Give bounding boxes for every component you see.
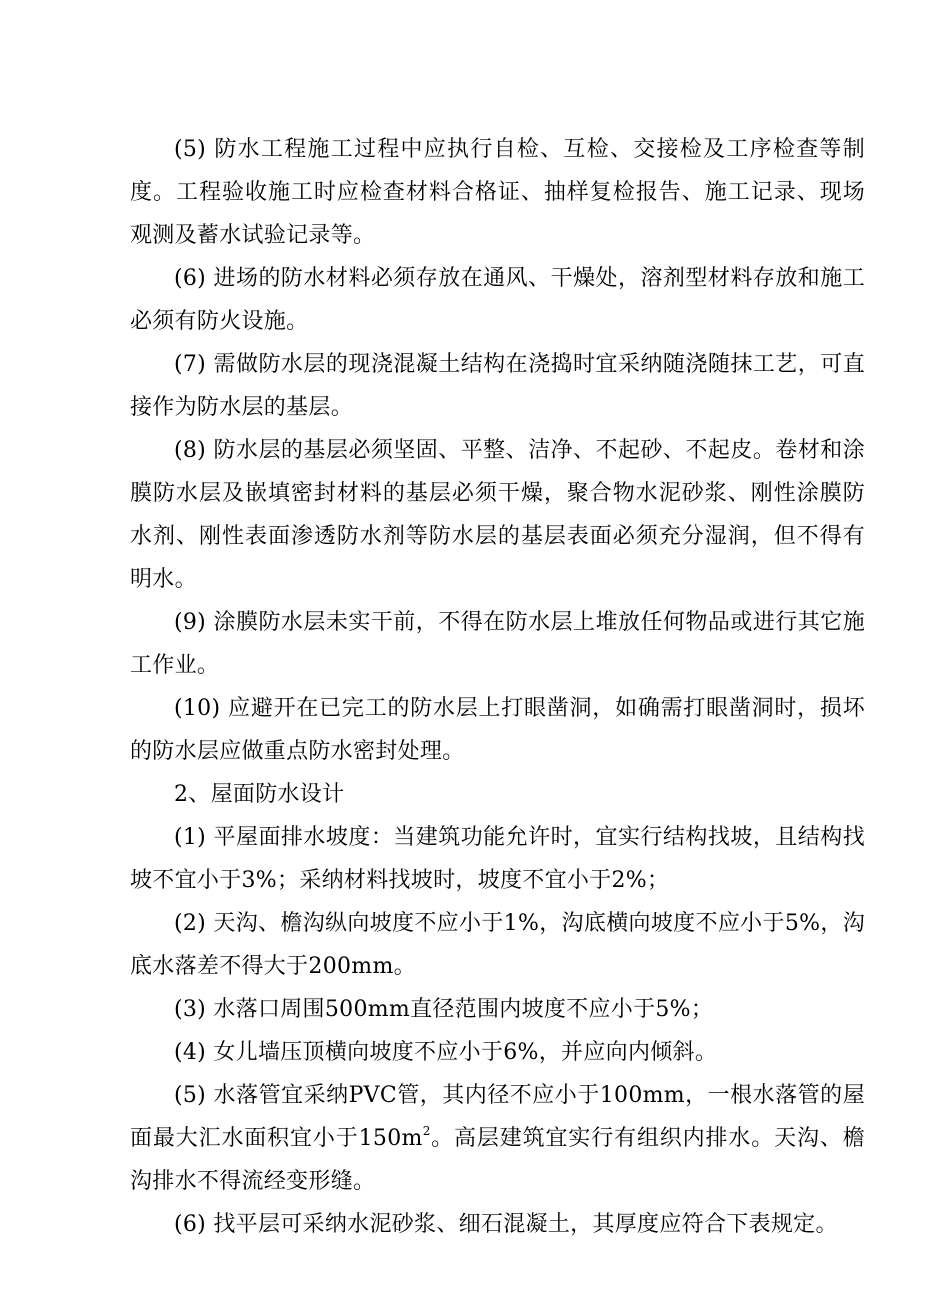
paragraph-drain-outlet: (3) 水落口周围500mm直径范围内坡度不应小于5%； bbox=[174, 997, 714, 1022]
superscript-2: 2 bbox=[422, 1123, 431, 1138]
document-body bbox=[130, 128, 865, 1246]
paragraph-screed-layer: (6) 找平层可采纳水泥砂浆、细石混凝土，其厚度应符合下表规定。 bbox=[174, 1212, 838, 1237]
paragraph-parapet: (4) 女儿墙压顶横向坡度不应小于6%，并应向内倾斜。 bbox=[174, 1040, 718, 1065]
paragraph-concrete-base: (7) 需做防水层的现浇混凝土结构在浇捣时宜采纳随浇随抹工艺，可直接作为防水层的基层。 bbox=[130, 352, 865, 420]
paragraph-downpipe bbox=[130, 1074, 865, 1203]
downpipe-text-main: (5) 水落管宜采纳PVC管，其内径不应小于100mm，一根水落管的屋面最大汇水面积宜小于150m bbox=[130, 1083, 865, 1151]
paragraph-roof-slope: (1) 平屋面排水坡度：当建筑功能允许时，宜实行结构找坡，且结构找坡不宜小于3%；采纳材料找坡时，坡度不宜小于2%； bbox=[130, 825, 865, 893]
paragraph-gutter-slope: (2) 天沟、檐沟纵向坡度不应小于1%，沟底横向坡度不应小于5%，沟底水落差不得大于200mm。 bbox=[130, 911, 865, 979]
paragraph-base-requirements: (8) 防水层的基层必须坚固、平整、洁净、不起砂、不起皮。卷材和涂膜防水层及嵌填密封材料的基层必须干燥，聚合物水泥砂浆、刚性涂膜防水剂、刚性表面渗透防水剂等防水层的基层表面必须充分湿润，但不得有明水。 bbox=[130, 438, 865, 592]
section-heading-roof-waterproofing: 2、屋面防水设计 bbox=[174, 782, 345, 807]
paragraph-coating-drying: (9) 涂膜防水层未实干前，不得在防水层上堆放任何物品或进行其它施工作业。 bbox=[130, 610, 865, 678]
paragraph-material-storage: (6) 进场的防水材料必须存放在通风、干燥处，溶剂型材料存放和施工必须有防火设施。 bbox=[130, 266, 865, 334]
downpipe-text-end: 。高层建筑宜实行有组织内排水。天沟、檐沟排水不得流经变形缝。 bbox=[130, 1126, 866, 1194]
paragraph-inspection-system: (5) 防水工程施工过程中应执行自检、互检、交接检及工序检查等制度。工程验收施工时应检查材料合格证、抽样复检报告、施工记录、现场观测及蓄水试验记录等。 bbox=[130, 137, 865, 248]
paragraph-avoid-drilling: (10) 应避开在已完工的防水层上打眼凿洞，如确需打眼凿洞时，损坏的防水层应做重点防水密封处理。 bbox=[130, 696, 865, 764]
